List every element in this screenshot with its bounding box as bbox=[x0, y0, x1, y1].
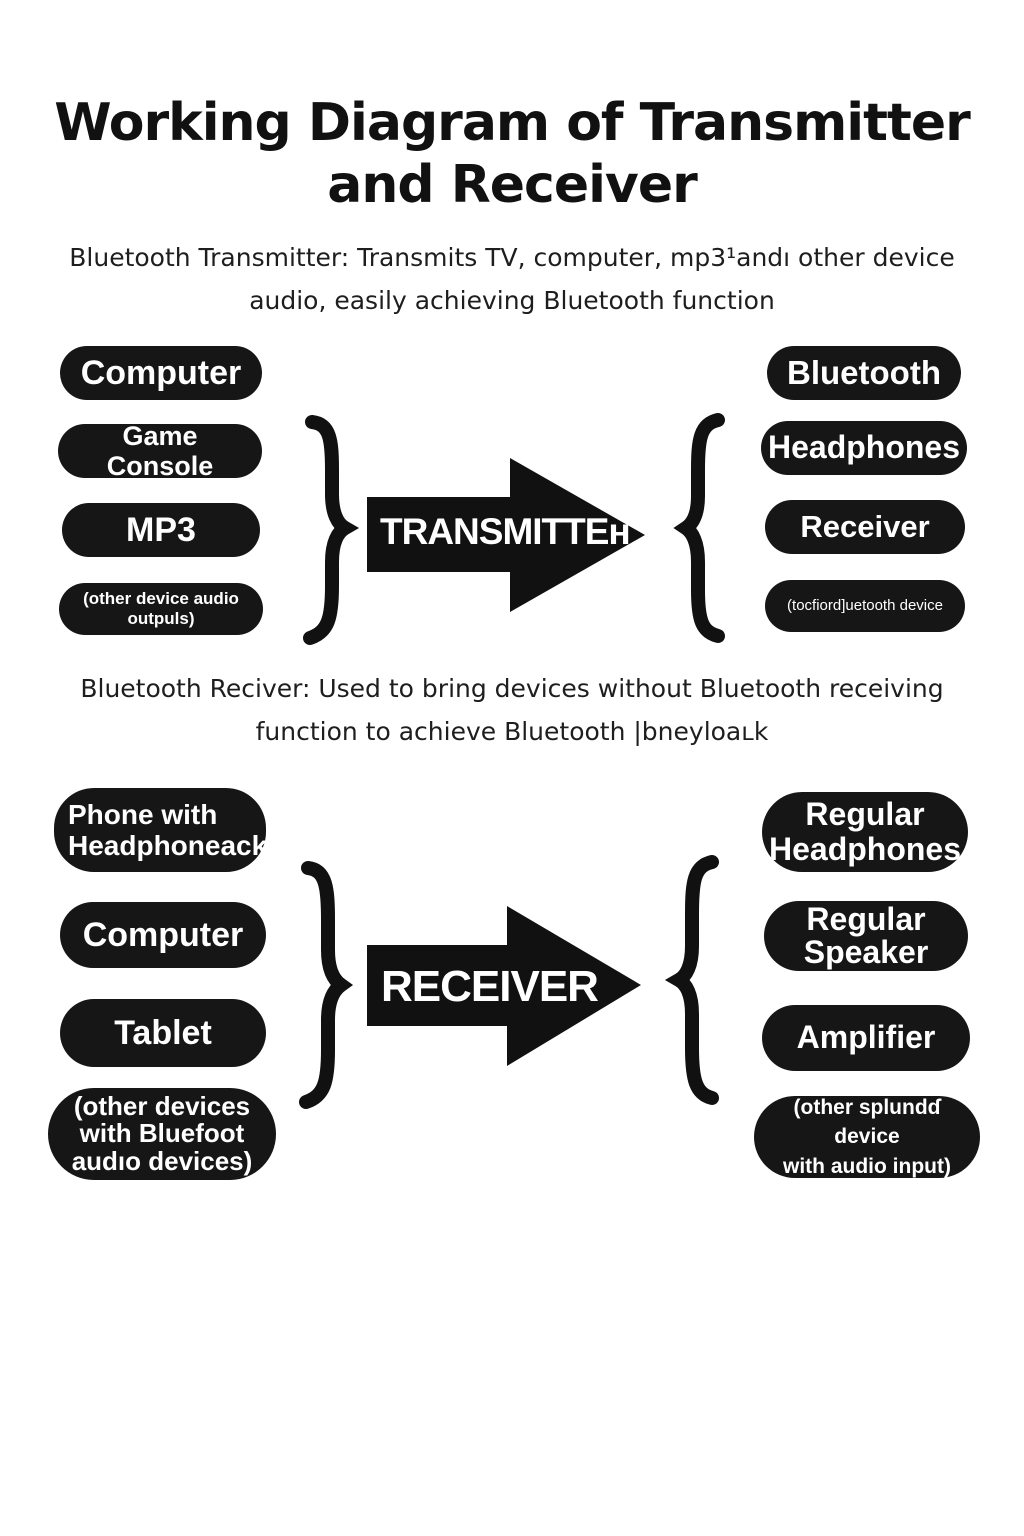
transmitter-target-receiver: Receiver bbox=[765, 500, 965, 554]
transmitter-left-brace bbox=[310, 422, 345, 638]
transmitter-arrow-label: TRANSMITTEʜ bbox=[380, 511, 630, 552]
receiver-source-tablet: Tablet bbox=[60, 999, 266, 1067]
receiver-source-phone: Phone with Headphoneack bbox=[54, 788, 266, 872]
transmitter-source-other: (other device audio outpuls) bbox=[59, 583, 263, 635]
receiver-target-other: (other splundɗ device with audio input) bbox=[754, 1096, 980, 1178]
receiver-arrow-label: RECEIVER bbox=[381, 962, 598, 1011]
page-title: Working Diagram of Transmitter and Receiver bbox=[54, 93, 970, 215]
transmitter-right-brace bbox=[686, 420, 718, 636]
transmitter-caption: Bluetooth Transmitter: Transmits TV, computer, mp3¹andı other device audio, easily achieving Bluetooth function bbox=[69, 243, 955, 315]
transmitter-source-game-console: Game Console bbox=[58, 424, 262, 478]
receiver-target-amplifier: Amplifier bbox=[762, 1005, 970, 1071]
receiver-target-regular-speaker: Regular Speaker bbox=[764, 901, 968, 971]
transmitter-source-computer: Computer bbox=[60, 346, 262, 400]
transmitter-target-headphones: Headphones bbox=[761, 421, 967, 475]
receiver-right-brace bbox=[679, 862, 712, 1098]
receiver-target-regular-headphones: Regular Headphones bbox=[762, 792, 968, 872]
receiver-left-brace bbox=[306, 868, 341, 1102]
transmitter-target-other: (tocfiord]uetooth device bbox=[765, 580, 965, 632]
receiver-caption: Bluetooth Reciver: Used to bring devices without Bluetooth receiving function to achieve Bluetooth |bneyloaʟk bbox=[80, 674, 944, 746]
receiver-source-computer: Computer bbox=[60, 902, 266, 968]
receiver-source-other: (other devices with Bluefoot audıo devices) bbox=[48, 1088, 276, 1180]
transmitter-source-mp3: MP3 bbox=[62, 503, 260, 557]
transmitter-target-bluetooth: Bluetooth bbox=[767, 346, 961, 400]
